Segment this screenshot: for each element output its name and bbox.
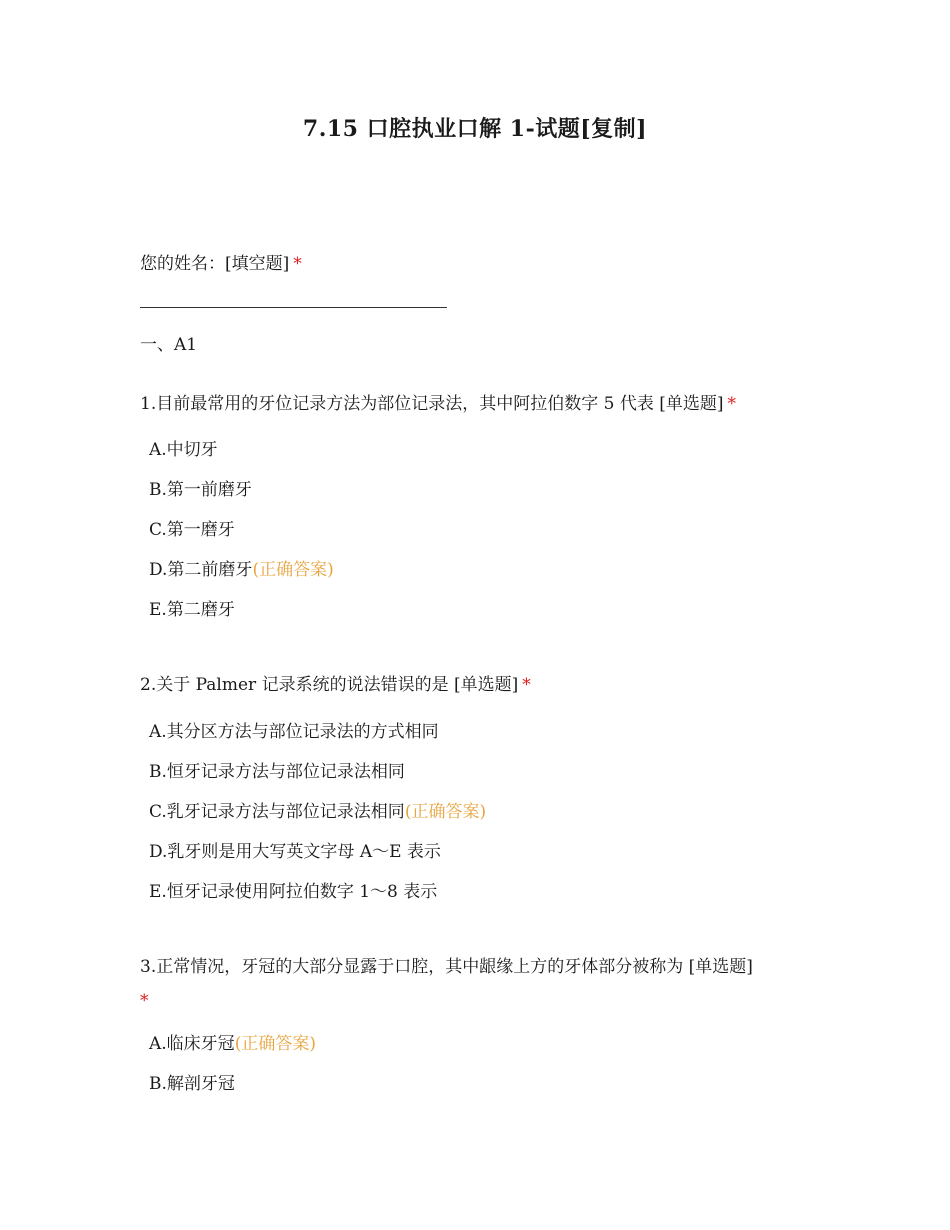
section-heading: 一、A1	[140, 335, 198, 355]
correct-answer-tag: (正确答案)	[252, 560, 334, 580]
option-q1-d[interactable]	[149, 558, 334, 582]
required-mark: *	[140, 991, 149, 1011]
correct-answer-tag: (正确答案)	[234, 1034, 316, 1054]
required-mark: *	[522, 675, 531, 695]
option-label: C.乳牙记录方法与部位记录法相同	[149, 802, 405, 822]
option-q2-c[interactable]	[149, 800, 486, 824]
option-q1-a[interactable]	[149, 438, 218, 462]
option-q3-b[interactable]	[149, 1072, 235, 1096]
option-q2-d[interactable]	[149, 840, 441, 864]
required-mark: *	[293, 254, 302, 274]
option-q1-c[interactable]	[149, 518, 235, 542]
option-label: D.乳牙则是用大写英文字母 A～E 表示	[149, 842, 441, 862]
option-label: E.第二磨牙	[149, 600, 235, 620]
option-label: A.中切牙	[149, 440, 218, 460]
name-answer-line[interactable]	[140, 307, 447, 308]
question-2	[140, 667, 820, 703]
option-label: B.解剖牙冠	[149, 1074, 235, 1094]
option-q1-b[interactable]	[149, 478, 252, 502]
option-q3-a[interactable]	[149, 1032, 316, 1056]
option-label: C.第一磨牙	[149, 520, 235, 540]
question-text: 3.正常情况，牙冠的大部分显露于口腔，其中龈缘上方的牙体部分被称为 [单选题]	[140, 957, 753, 977]
option-q2-a[interactable]	[149, 720, 439, 744]
option-label: B.第一前磨牙	[149, 480, 252, 500]
question-3	[140, 950, 810, 1018]
name-label: 您的姓名：	[140, 254, 225, 274]
question-1	[140, 386, 820, 422]
option-label: A.临床牙冠	[149, 1034, 235, 1054]
question-text: 1.目前最常用的牙位记录方法为部位记录法，其中阿拉伯数字 5 代表 [单选题]	[140, 394, 724, 414]
option-label: E.恒牙记录使用阿拉伯数字 1～8 表示	[149, 882, 438, 902]
option-q2-b[interactable]	[149, 760, 405, 784]
option-label: B.恒牙记录方法与部位记录法相同	[149, 762, 405, 782]
option-label: D.第二前磨牙	[149, 560, 253, 580]
option-q2-e[interactable]	[149, 880, 437, 904]
page-title: 7.15 口腔执业口解 1-试题[复制]	[302, 116, 648, 142]
option-q1-e[interactable]	[149, 598, 235, 622]
name-type-tag: [填空题]	[225, 254, 290, 274]
name-question	[140, 246, 820, 282]
correct-answer-tag: (正确答案)	[404, 802, 487, 822]
option-label: A.其分区方法与部位记录法的方式相同	[149, 722, 439, 742]
required-mark: *	[727, 394, 737, 414]
question-text: 2.关于 Palmer 记录系统的说法错误的是 [单选题]	[140, 675, 519, 695]
